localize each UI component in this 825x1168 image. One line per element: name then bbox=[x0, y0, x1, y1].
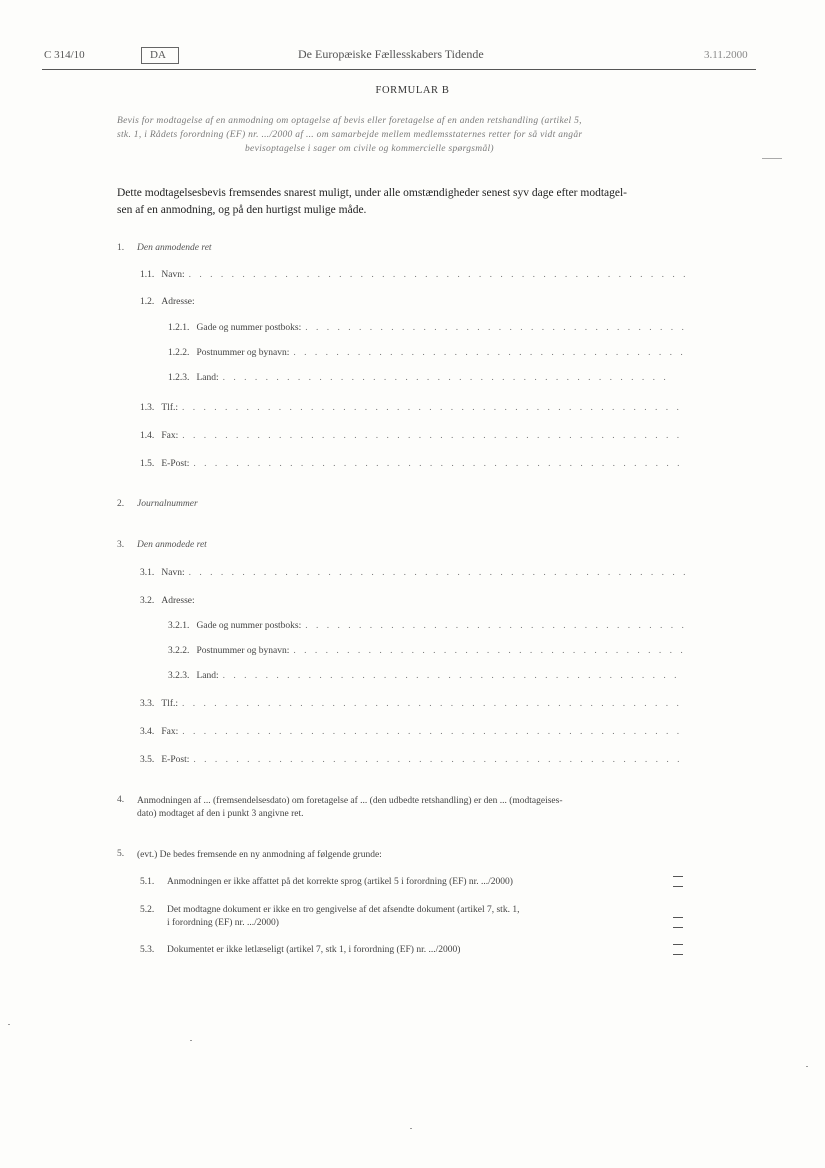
header-date: 3.11.2000 bbox=[704, 49, 748, 61]
field-3-1[interactable] bbox=[140, 568, 685, 578]
field-3-4[interactable] bbox=[140, 727, 685, 737]
field-number: 3.1. bbox=[140, 568, 155, 578]
scan-speck bbox=[190, 1040, 192, 1041]
field-number: 3.2.3. bbox=[168, 671, 190, 681]
field-3-3[interactable] bbox=[140, 699, 685, 709]
fill-in-line[interactable] bbox=[223, 373, 668, 383]
fill-in-line[interactable] bbox=[193, 459, 685, 469]
field-label: E-Post: bbox=[161, 459, 190, 469]
item-5-1-number: 5.1. bbox=[140, 877, 155, 887]
section2-number: 2. bbox=[117, 499, 125, 509]
field-label: Fax: bbox=[161, 727, 179, 737]
header-ref: C 314/10 bbox=[44, 49, 85, 61]
fill-in-line[interactable] bbox=[182, 403, 685, 413]
field-label: Navn: bbox=[161, 568, 185, 578]
section5-number: 5. bbox=[117, 849, 125, 859]
checkbox-5-2[interactable] bbox=[673, 917, 683, 928]
field-label: Tlf.: bbox=[161, 403, 178, 413]
section4-text-line1: Anmodningen af ... (fremsendelsesdato) om foretagelse af ... (den udbedte retshandling) er den ... (modtageises- bbox=[137, 796, 563, 806]
field-1-2-3[interactable] bbox=[168, 373, 668, 383]
field-3-2 bbox=[140, 596, 685, 606]
field-number: 1.1. bbox=[140, 270, 155, 280]
scan-speck bbox=[8, 1024, 10, 1025]
field-1-5[interactable] bbox=[140, 459, 685, 469]
header-language: DA bbox=[150, 49, 166, 61]
field-1-2-1[interactable] bbox=[168, 323, 685, 333]
scan-speck bbox=[806, 1066, 808, 1067]
field-label: Tlf.: bbox=[161, 699, 178, 709]
fill-in-line[interactable] bbox=[182, 699, 685, 709]
item-5-3-number: 5.3. bbox=[140, 945, 155, 955]
field-number: 1.2.1. bbox=[168, 323, 190, 333]
fill-in-line[interactable] bbox=[189, 568, 685, 578]
form-subtitle-line1: Bevis for modtagelse af en anmodning om optagelse af bevis eller foretagelse af en anden retshandling (artikel 5, bbox=[117, 116, 582, 126]
field-number: 3.5. bbox=[140, 755, 155, 765]
field-label: E-Post: bbox=[161, 755, 190, 765]
fill-in-line[interactable] bbox=[182, 431, 680, 441]
field-number: 3.4. bbox=[140, 727, 155, 737]
form-subtitle-line2: stk. 1, i Rådets forordning (EF) nr. .../2000 af ... om samarbejde mellem medlemsstaternes retter for så vidt angår bbox=[117, 130, 583, 140]
field-number: 3.2.1. bbox=[168, 621, 190, 631]
field-1-4[interactable] bbox=[140, 431, 680, 441]
field-number: 1.2. bbox=[140, 297, 155, 307]
field-1-3[interactable] bbox=[140, 403, 685, 413]
field-3-5[interactable] bbox=[140, 755, 685, 765]
section4-number: 4. bbox=[117, 795, 125, 805]
field-label: Fax: bbox=[161, 431, 179, 441]
intro-line1: Dette modtagelsesbevis fremsendes snarest muligt, under alle omstændigheder senest syv dage efter modtagel- bbox=[117, 187, 628, 199]
field-label: Postnummer og bynavn: bbox=[196, 646, 290, 656]
field-label: Adresse: bbox=[161, 297, 195, 307]
margin-mark bbox=[762, 158, 782, 159]
section3-title: Den anmodede ret bbox=[137, 540, 207, 550]
header-rule bbox=[42, 69, 756, 70]
fill-in-line[interactable] bbox=[193, 755, 685, 765]
section1-title: Den anmodende ret bbox=[137, 243, 212, 253]
field-3-2-3[interactable] bbox=[168, 671, 685, 681]
fill-in-line[interactable] bbox=[223, 671, 685, 681]
item-5-2-text-line2: i forordning (EF) nr. .../2000) bbox=[167, 918, 279, 928]
journal-title: De Europæiske Fællesskabers Tidende bbox=[298, 47, 484, 61]
item-5-2-number: 5.2. bbox=[140, 905, 155, 915]
field-1-2-2[interactable] bbox=[168, 348, 685, 358]
section5-title: (evt.) De bedes fremsende en ny anmodning af følgende grunde: bbox=[137, 850, 382, 860]
field-label: Gade og nummer postboks: bbox=[196, 621, 302, 631]
field-number: 3.2. bbox=[140, 596, 155, 606]
field-3-2-1[interactable] bbox=[168, 621, 685, 631]
fill-in-line[interactable] bbox=[293, 646, 685, 656]
fill-in-line[interactable] bbox=[305, 621, 685, 631]
intro-line2: sen af en anmodning, og på den hurtigst mulige måde. bbox=[117, 204, 367, 216]
field-label: Adresse: bbox=[161, 596, 195, 606]
field-1-1[interactable] bbox=[140, 270, 685, 280]
section2-title: Journalnummer bbox=[137, 499, 198, 509]
field-number: 1.2.3. bbox=[168, 373, 190, 383]
item-5-3-text: Dokumentet er ikke letlæseligt (artikel 7, stk 1, i forordning (EF) nr. .../2000) bbox=[167, 945, 461, 955]
section4-text-line2: dato) modtaget af den i punkt 3 angivne ret. bbox=[137, 809, 304, 819]
field-number: 3.2.2. bbox=[168, 646, 190, 656]
field-number: 1.3. bbox=[140, 403, 155, 413]
fill-in-line[interactable] bbox=[305, 323, 685, 333]
field-1-2 bbox=[140, 297, 685, 307]
checkbox-5-1[interactable] bbox=[673, 876, 683, 887]
fill-in-line[interactable] bbox=[293, 348, 685, 358]
scan-speck bbox=[410, 1128, 412, 1129]
field-number: 1.4. bbox=[140, 431, 155, 441]
item-5-1-text: Anmodningen er ikke affattet på det korrekte sprog (artikel 5 i forordning (EF) nr. .../2000) bbox=[167, 877, 513, 887]
checkbox-5-3[interactable] bbox=[673, 944, 683, 955]
field-label: Gade og nummer postboks: bbox=[196, 323, 302, 333]
field-label: Navn: bbox=[161, 270, 185, 280]
field-label: Postnummer og bynavn: bbox=[196, 348, 290, 358]
form-title: FORMULAR B bbox=[375, 85, 450, 96]
field-number: 1.2.2. bbox=[168, 348, 190, 358]
field-number: 1.5. bbox=[140, 459, 155, 469]
fill-in-line[interactable] bbox=[189, 270, 685, 280]
item-5-2-text-line1: Det modtagne dokument er ikke en tro gengivelse af det afsendte dokument (artikel 7, stk. 1, bbox=[167, 905, 520, 915]
field-3-2-2[interactable] bbox=[168, 646, 685, 656]
field-label: Land: bbox=[196, 671, 219, 681]
field-number: 3.3. bbox=[140, 699, 155, 709]
field-label: Land: bbox=[196, 373, 219, 383]
form-subtitle-line3: bevisoptagelse i sager om civile og kommercielle spørgsmål) bbox=[245, 144, 494, 154]
fill-in-line[interactable] bbox=[182, 727, 685, 737]
section3-number: 3. bbox=[117, 540, 125, 550]
section1-number: 1. bbox=[117, 243, 125, 253]
